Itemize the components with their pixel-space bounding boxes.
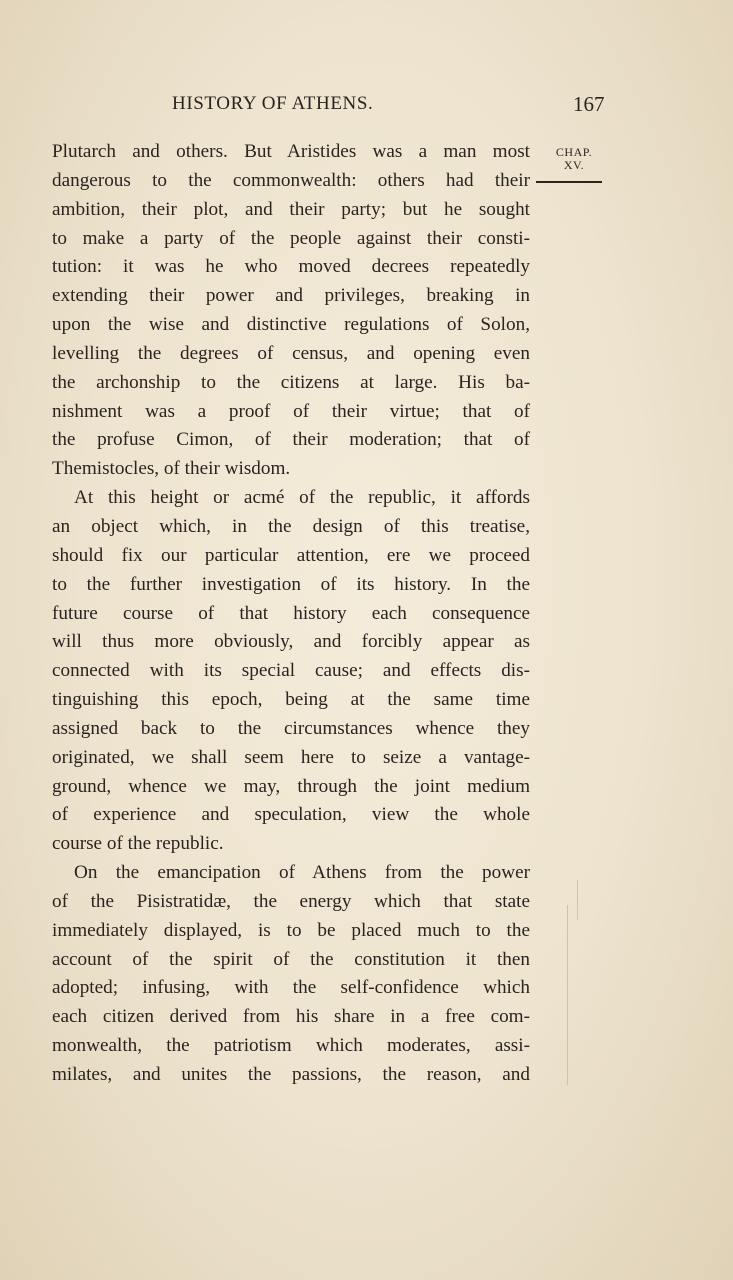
text-line: upon the wise and distinctive regulations of Solon, bbox=[52, 314, 530, 336]
text-line: the archonship to the citizens at large. His ba- bbox=[52, 371, 530, 393]
running-title: HISTORY OF ATHENS. bbox=[172, 93, 374, 114]
text-line: should fix our particular attention, ere we proceed bbox=[52, 544, 530, 566]
text-line: of the Pisistratidæ, the energy which that state bbox=[52, 890, 530, 912]
chapter-label: CHAP. bbox=[555, 145, 593, 159]
page-number: 167 bbox=[573, 92, 605, 116]
chapter-rule bbox=[536, 181, 602, 183]
body-text bbox=[52, 138, 530, 1090]
text-line: immediately displayed, is to be placed much to the bbox=[52, 919, 530, 941]
text-line: the profuse Cimon, of their moderation; that of bbox=[52, 429, 530, 451]
text-line: extending their power and privileges, breaking in bbox=[52, 285, 530, 307]
pencil-mark bbox=[577, 880, 578, 920]
text-line: to make a party of the people against their consti- bbox=[52, 227, 530, 249]
text-line: dangerous to the commonwealth: others had their bbox=[52, 169, 530, 191]
text-line: future course of that history each consequence bbox=[52, 602, 530, 624]
text-line: Themistocles, of their wisdom. bbox=[52, 458, 291, 480]
text-line: adopted; infusing, with the self-confidence which bbox=[52, 977, 530, 999]
text-line: course of the republic. bbox=[52, 833, 224, 855]
text-line: tution: it was he who moved decrees repeatedly bbox=[52, 256, 530, 278]
text-line: nishment was a proof of their virtue; that of bbox=[52, 400, 530, 422]
text-line: On the emancipation of Athens from the power bbox=[74, 862, 530, 884]
text-line: tinguishing this epoch, being at the same time bbox=[52, 689, 530, 711]
text-line: ambition, their plot, and their party; but he sought bbox=[52, 198, 530, 220]
text-line: each citizen derived from his share in a free com- bbox=[52, 1006, 530, 1028]
text-line: will thus more obviously, and forcibly appear as bbox=[52, 631, 530, 653]
pencil-mark bbox=[567, 905, 568, 1085]
text-line: originated, we shall seem here to seize a vantage- bbox=[52, 746, 530, 768]
text-line: Plutarch and others. But Aristides was a man most bbox=[52, 141, 530, 162]
text-line: account of the spirit of the constitution it then bbox=[52, 948, 530, 970]
chapter-marker bbox=[548, 146, 600, 172]
text-line: assigned back to the circumstances whence they bbox=[52, 717, 530, 739]
text-line: to the further investigation of its history. In the bbox=[52, 573, 530, 595]
text-line: At this height or acmé of the republic, it affords bbox=[74, 487, 530, 509]
text-line: monwealth, the patriotism which moderates, assi- bbox=[52, 1035, 530, 1057]
text-line: levelling the degrees of census, and opening even bbox=[52, 342, 530, 364]
text-line: of experience and speculation, view the whole bbox=[52, 804, 530, 826]
text-line: an object which, in the design of this treatise, bbox=[52, 515, 530, 537]
text-line: connected with its special cause; and effects dis- bbox=[52, 660, 530, 682]
text-line: milates, and unites the passions, the reason, and bbox=[52, 1064, 530, 1085]
text-line: ground, whence we may, through the joint medium bbox=[52, 775, 530, 797]
chapter-number: XV. bbox=[563, 158, 585, 172]
